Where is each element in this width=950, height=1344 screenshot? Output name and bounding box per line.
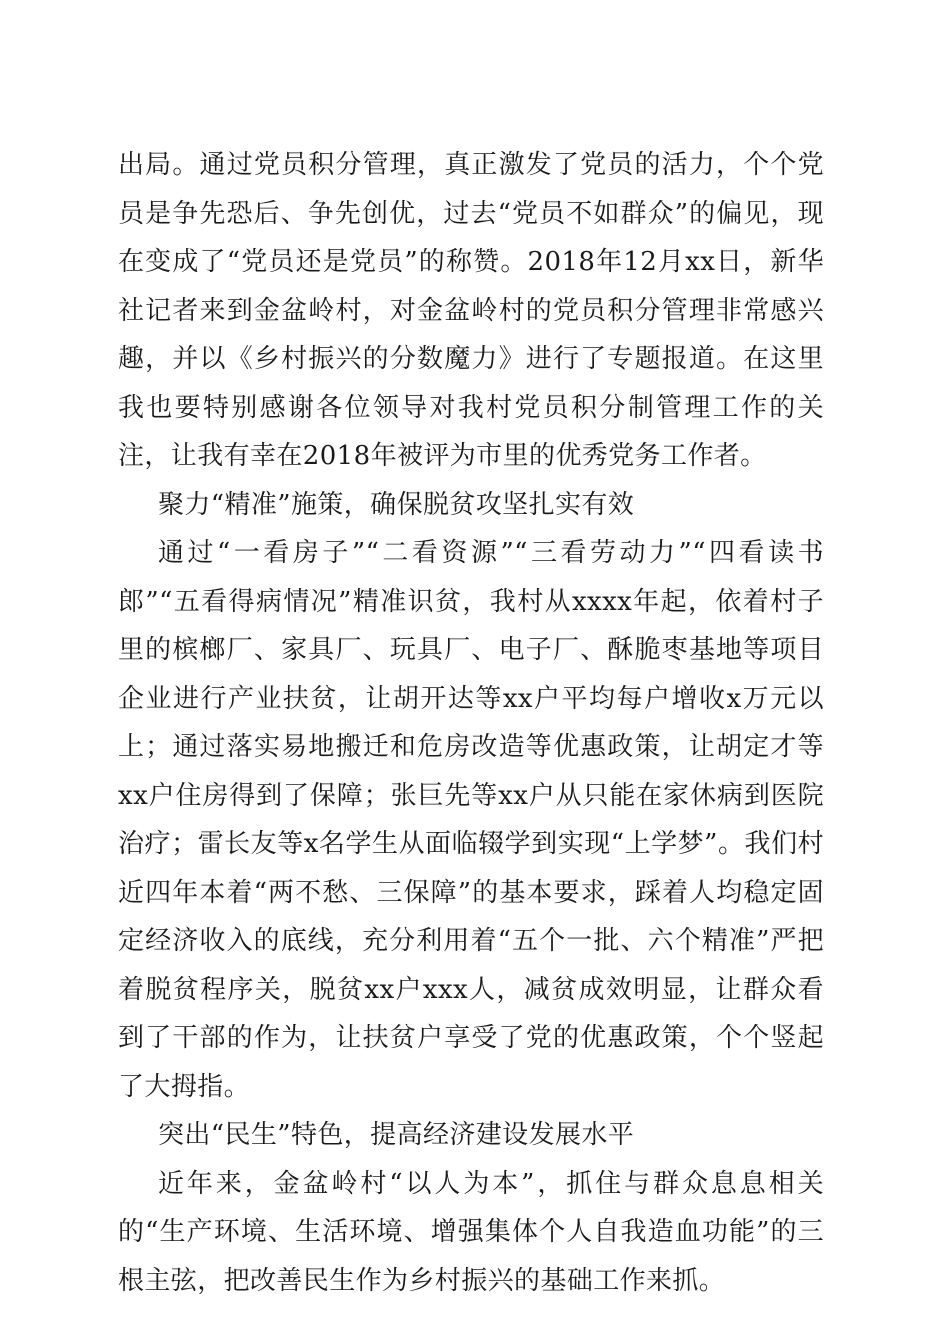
section-heading-livelihood: 突出“民生”特色，提高经济建设发展水平 [158, 1120, 635, 1150]
paragraph-livelihood: 近年来，金盆岭村“以人为本”，抓住与群众息息相关的“生产环境、生活环境、增强集体个人自我造血功能”的三根主弦，把改善民生作为乡村振兴的基础工作来抓。 [118, 1168, 824, 1296]
paragraph-poverty-alleviation: 通过“一看房子”“二看资源”“三看劳动力”“四看读书郎”“五看得病情况”精准识贫，我村从xxxx年起，依着村子里的槟榔厂、家具厂、玩具厂、电子厂、酥脆枣基地等项目企业进行产业扶贫，让胡开达等xx户平均每户增收x万元以上；通过落实易地搬迁和危房改造等优惠政策，让胡定才等xx户住房得到了保障；张巨先等xx户从只能在家休病到医院治疗；雷长友等x名学生从面临辍学到实现“上学梦”。我们村近四年本着“两不愁、三保障”的基本要求，踩着人均稳定固定经济收入的底线，充分利用着“五个一批、六个精准”严把着脱贫程序关，脱贫xx户xxx人，减贫成效明显，让群众看到了干部的作为，让扶贫户享受了党的优惠政策，个个竖起了大拇指。 [118, 538, 824, 1102]
section-heading-poverty: 聚力“精准”施策，确保脱贫攻坚扎实有效 [158, 489, 635, 520]
document-body [118, 141, 824, 1305]
paragraph-party-points: 出局。通过党员积分管理，真正激发了党员的活力，个个党员是争先恐后、争先创优，过去“党员不如群众”的偏见，现在变成了“党员还是党员”的称赞。2018年12月xx日，新华社记者来到金盆岭村，对金盆岭村的党员积分管理非常感兴趣，并以《乡村振兴的分数魔力》进行了专题报道。在这里我也要特别感谢各位领导对我村党员积分制管理工作的关注，让我有幸在2018年被评为市里的优秀党务工作者。 [118, 150, 824, 471]
